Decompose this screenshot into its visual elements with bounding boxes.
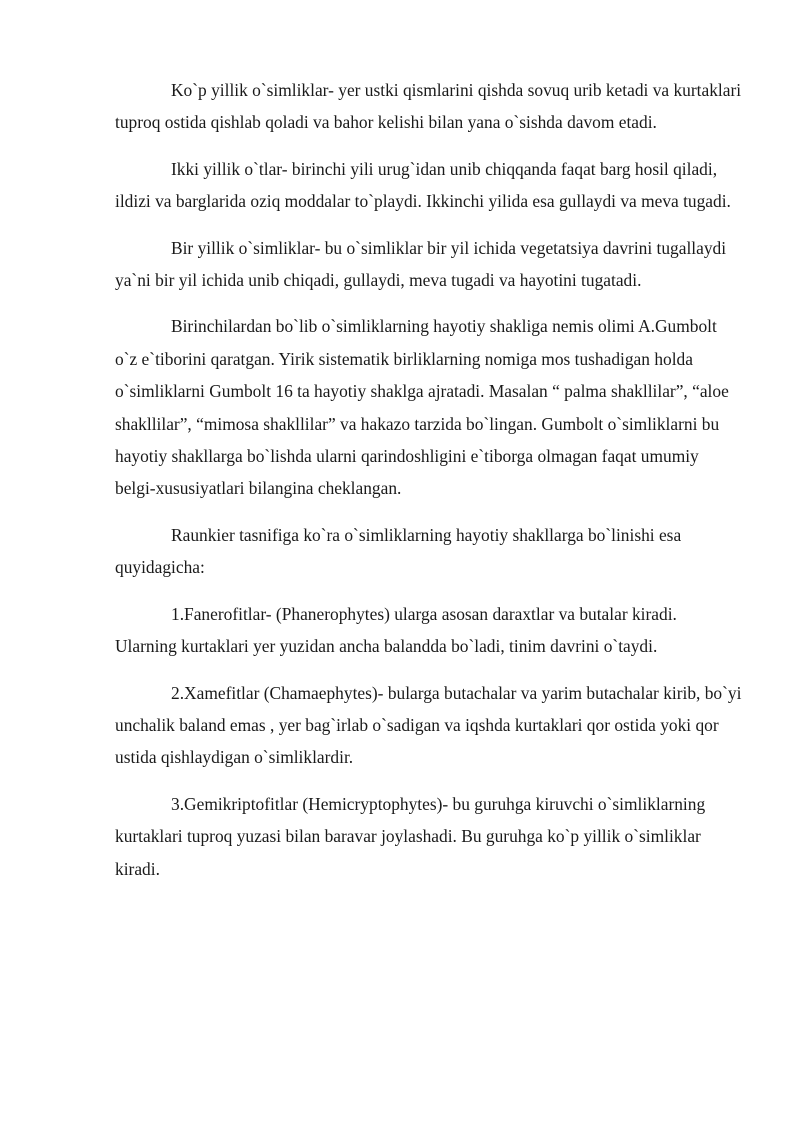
paragraph-phanerophytes: 1.Fanerofitlar- (Phanerophytes) ularga asosan daraxtlar va butalar kiradi. Ularning kurtaklari yer yuzidan ancha balandda bo`ladi, tinim davrini o`taydi. (115, 603, 677, 657)
paragraph-hemicryptophytes: 3.Gemikriptofitlar (Hemicryptophytes)- bu guruhga kiruvchi o`simliklarning kurtaklari tuproq yuzasi bilan baravar joylashadi. Bu guruhga ko`p yillik o`simliklar kiradi. (115, 793, 706, 879)
paragraph-perennial-plants: Ko`p yillik o`simliklar- yer ustki qismlarini qishda sovuq urib ketadi va kurtaklari tuproq ostida qishlab qoladi va bahor kelishi bilan yana o`sishda davom etadi. (115, 80, 742, 133)
paragraph-humboldt-classification: Birinchilardan bo`lib o`simliklarning hayotiy shakliga nemis olimi A.Gumbolt o`z e`tiborini qaratgan. Yirik sistematik birliklarning nomiga mos tushadigan holda o`simliklarni Gumbolt 16 ta hayotiy shaklga ajratadi. Masalan “ palma shakllilar”, “aloe shakllilar”, “mimosa shakllilar” va hakazo tarzida bo`lingan. Gumbolt o`simliklarni bu hayotiy shakllarga bo`lishda ularni qarindoshligini e`tiborga olmagan faqat umumiy belgi-xususiyatlari bilangina cheklangan. (115, 316, 729, 499)
paragraph-chamaephytes: 2.Xamefitlar (Chamaephytes)- bularga butachalar va yarim butachalar kirib, bo`yi unchalik baland emas , yer bag`irlab o`sadigan va iqshda kurtaklari qor ostida yoki qor ustida qishlaydigan o`simliklardir. (115, 682, 742, 768)
paragraph-raunkiaer-intro: Raunkier tasnifiga ko`ra o`simliklarning hayotiy shakllarga bo`linishi esa quyidagicha: (115, 524, 682, 578)
paragraph-biennial-herbs: Ikki yillik o`tlar- birinchi yili urug`idan unib chiqqanda faqat barg hosil qiladi, ildizi va barglarida oziq moddalar to`playdi. Ikkinchi yilida esa gullaydi va meva tugadi. (115, 158, 731, 212)
paragraph-annual-plants: Bir yillik o`simliklar- bu o`simliklar bir yil ichida vegetatsiya davrini tugallaydi ya`ni bir yil ichida unib chiqadi, gullaydi, meva tugadi va hayotini tugatadi. (115, 237, 727, 291)
